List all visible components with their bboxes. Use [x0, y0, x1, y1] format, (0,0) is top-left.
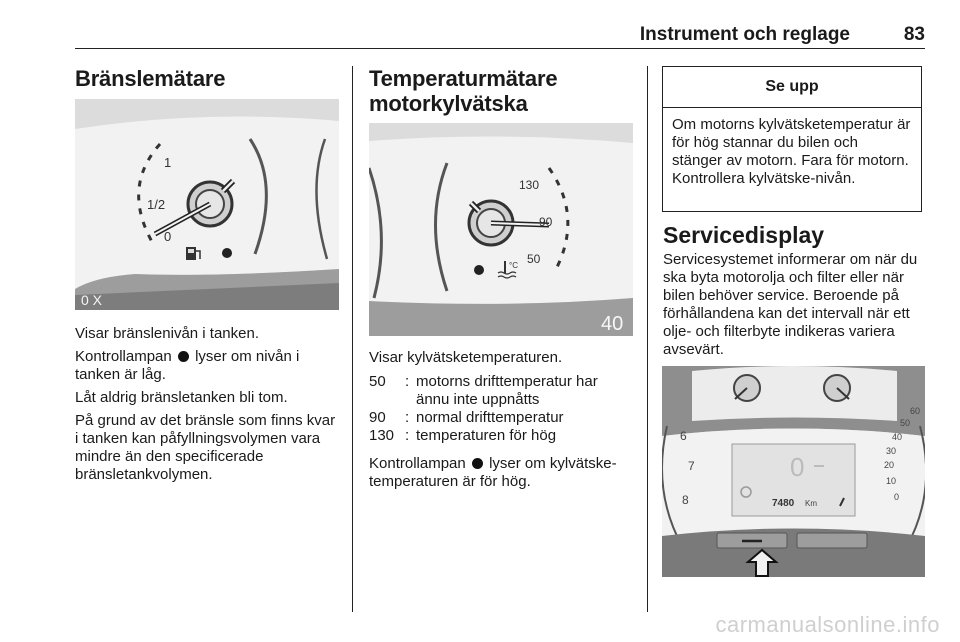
page-number: 83 [903, 24, 925, 45]
fuel-label-empty: 0 [164, 229, 172, 244]
temp-stray-label: 40 [601, 313, 624, 335]
legend-value: 130 [369, 427, 395, 444]
speed-tick: 40 [892, 432, 903, 442]
temp-label-130: 130 [519, 178, 540, 192]
instrument-cluster-illustration [662, 366, 925, 577]
fuel-paragraph-4: På grund av det bränsle som finns kvar i tanken kan påfyllningsvolymen vara mindre än den specificerade bränsletankvolymen. [75, 412, 336, 483]
legend-text: motorns drifttemperatur har ännu inte uppnåtts [416, 373, 598, 408]
legend-sep: : [405, 373, 410, 390]
legend-value: 90 [369, 409, 386, 426]
temp-paragraph-1: Visar kylvätsketemperaturen. [369, 349, 563, 366]
tach-tick-8: 8 [682, 493, 689, 507]
column-divider [647, 66, 648, 612]
temp-gauge-illustration [369, 123, 633, 336]
tach-tick-6: 6 [680, 429, 687, 443]
column-divider [352, 66, 353, 612]
fuel-label-full: 1 [164, 155, 172, 170]
speed-tick: 0 [894, 492, 900, 502]
tach-tick-7: 7 [688, 459, 695, 473]
legend-row [369, 373, 634, 409]
fuel-paragraph-1: Visar bränslenivån i tanken. [75, 325, 259, 342]
speed-tick: 10 [886, 476, 897, 486]
service-paragraph: Servicesystemet informerar om när du ska byta motorolja och filter eller när bilen behöver service. Beroende på förhållandena kan det intervall när ett olje- och filterbyte indikeras variera avsevärt. [663, 251, 918, 358]
legend-text: normal drifttemperatur [416, 409, 564, 426]
odometer-value: 7480 [772, 498, 795, 509]
coolant-warning-lamp-icon [474, 265, 484, 275]
warning-box [662, 66, 922, 212]
legend-row [369, 409, 634, 427]
legend-text: temperaturen för hög [416, 427, 557, 444]
fuel-paragraph-2-start: Kontrollampan [75, 348, 172, 365]
temp-gauge-figure [369, 123, 633, 336]
fuel-gauge-illustration [75, 99, 339, 310]
warning-title: Se upp [663, 67, 921, 108]
temp-heading-wrap [369, 66, 634, 116]
service-cluster-figure [662, 366, 925, 577]
speed-tick: 20 [884, 460, 895, 470]
temp-paragraph-2 [369, 455, 634, 491]
page-header [75, 20, 925, 49]
service-text [663, 222, 925, 364]
temp-label-90: 90 [539, 215, 553, 229]
temp-label-50: 50 [527, 252, 541, 266]
speed-tick: 30 [886, 446, 897, 456]
warning-lamp-icon [472, 458, 483, 469]
legend-value: 50 [369, 373, 386, 390]
fuel-paragraph-2-end: lyser om nivån i tanken är låg. [75, 348, 300, 383]
fuel-gauge-figure [75, 99, 339, 310]
watermark: carmanualsonline.info [715, 612, 940, 637]
fuel-heading: Bränslemätare [75, 66, 226, 91]
fuel-text [75, 325, 340, 489]
speed-tick: 60 [910, 406, 921, 416]
fuel-paragraph-3: Låt aldrig bränsletanken bli tom. [75, 389, 288, 406]
temp-paragraph-2-end: lyser om kylvätske-temperaturen är för hög. [369, 455, 617, 490]
fuel-stray-label: 0 X [81, 292, 103, 308]
svg-text:°C: °C [509, 261, 518, 270]
legend-sep: : [405, 409, 410, 426]
service-heading: Servicedisplay [663, 222, 825, 248]
warning-lamp-icon [178, 351, 189, 362]
temp-paragraph-2-start: Kontrollampan [369, 455, 466, 472]
speed-tick: 50 [900, 418, 911, 428]
fuel-label-half: 1/2 [147, 197, 166, 212]
chapter-title: Instrument och reglage [639, 24, 850, 45]
legend-sep: : [405, 427, 410, 444]
temp-legend-table [369, 373, 634, 445]
speed-readout: 0 [790, 452, 805, 482]
odometer-unit: Km [805, 499, 817, 508]
legend-row [369, 427, 634, 445]
temp-text [369, 349, 634, 496]
low-fuel-warning-lamp-icon [222, 248, 232, 258]
temp-heading: Temperaturmätare motorkylvätska [369, 66, 558, 116]
fuel-paragraph-2 [75, 348, 340, 384]
warning-body: Om motorns kylvätsketemperatur är för hög stannar du bilen och stänger av motorn. Fara för motorn. Kontrollera kylvätske-nivån. [672, 116, 911, 187]
indicator-panel [797, 533, 867, 548]
